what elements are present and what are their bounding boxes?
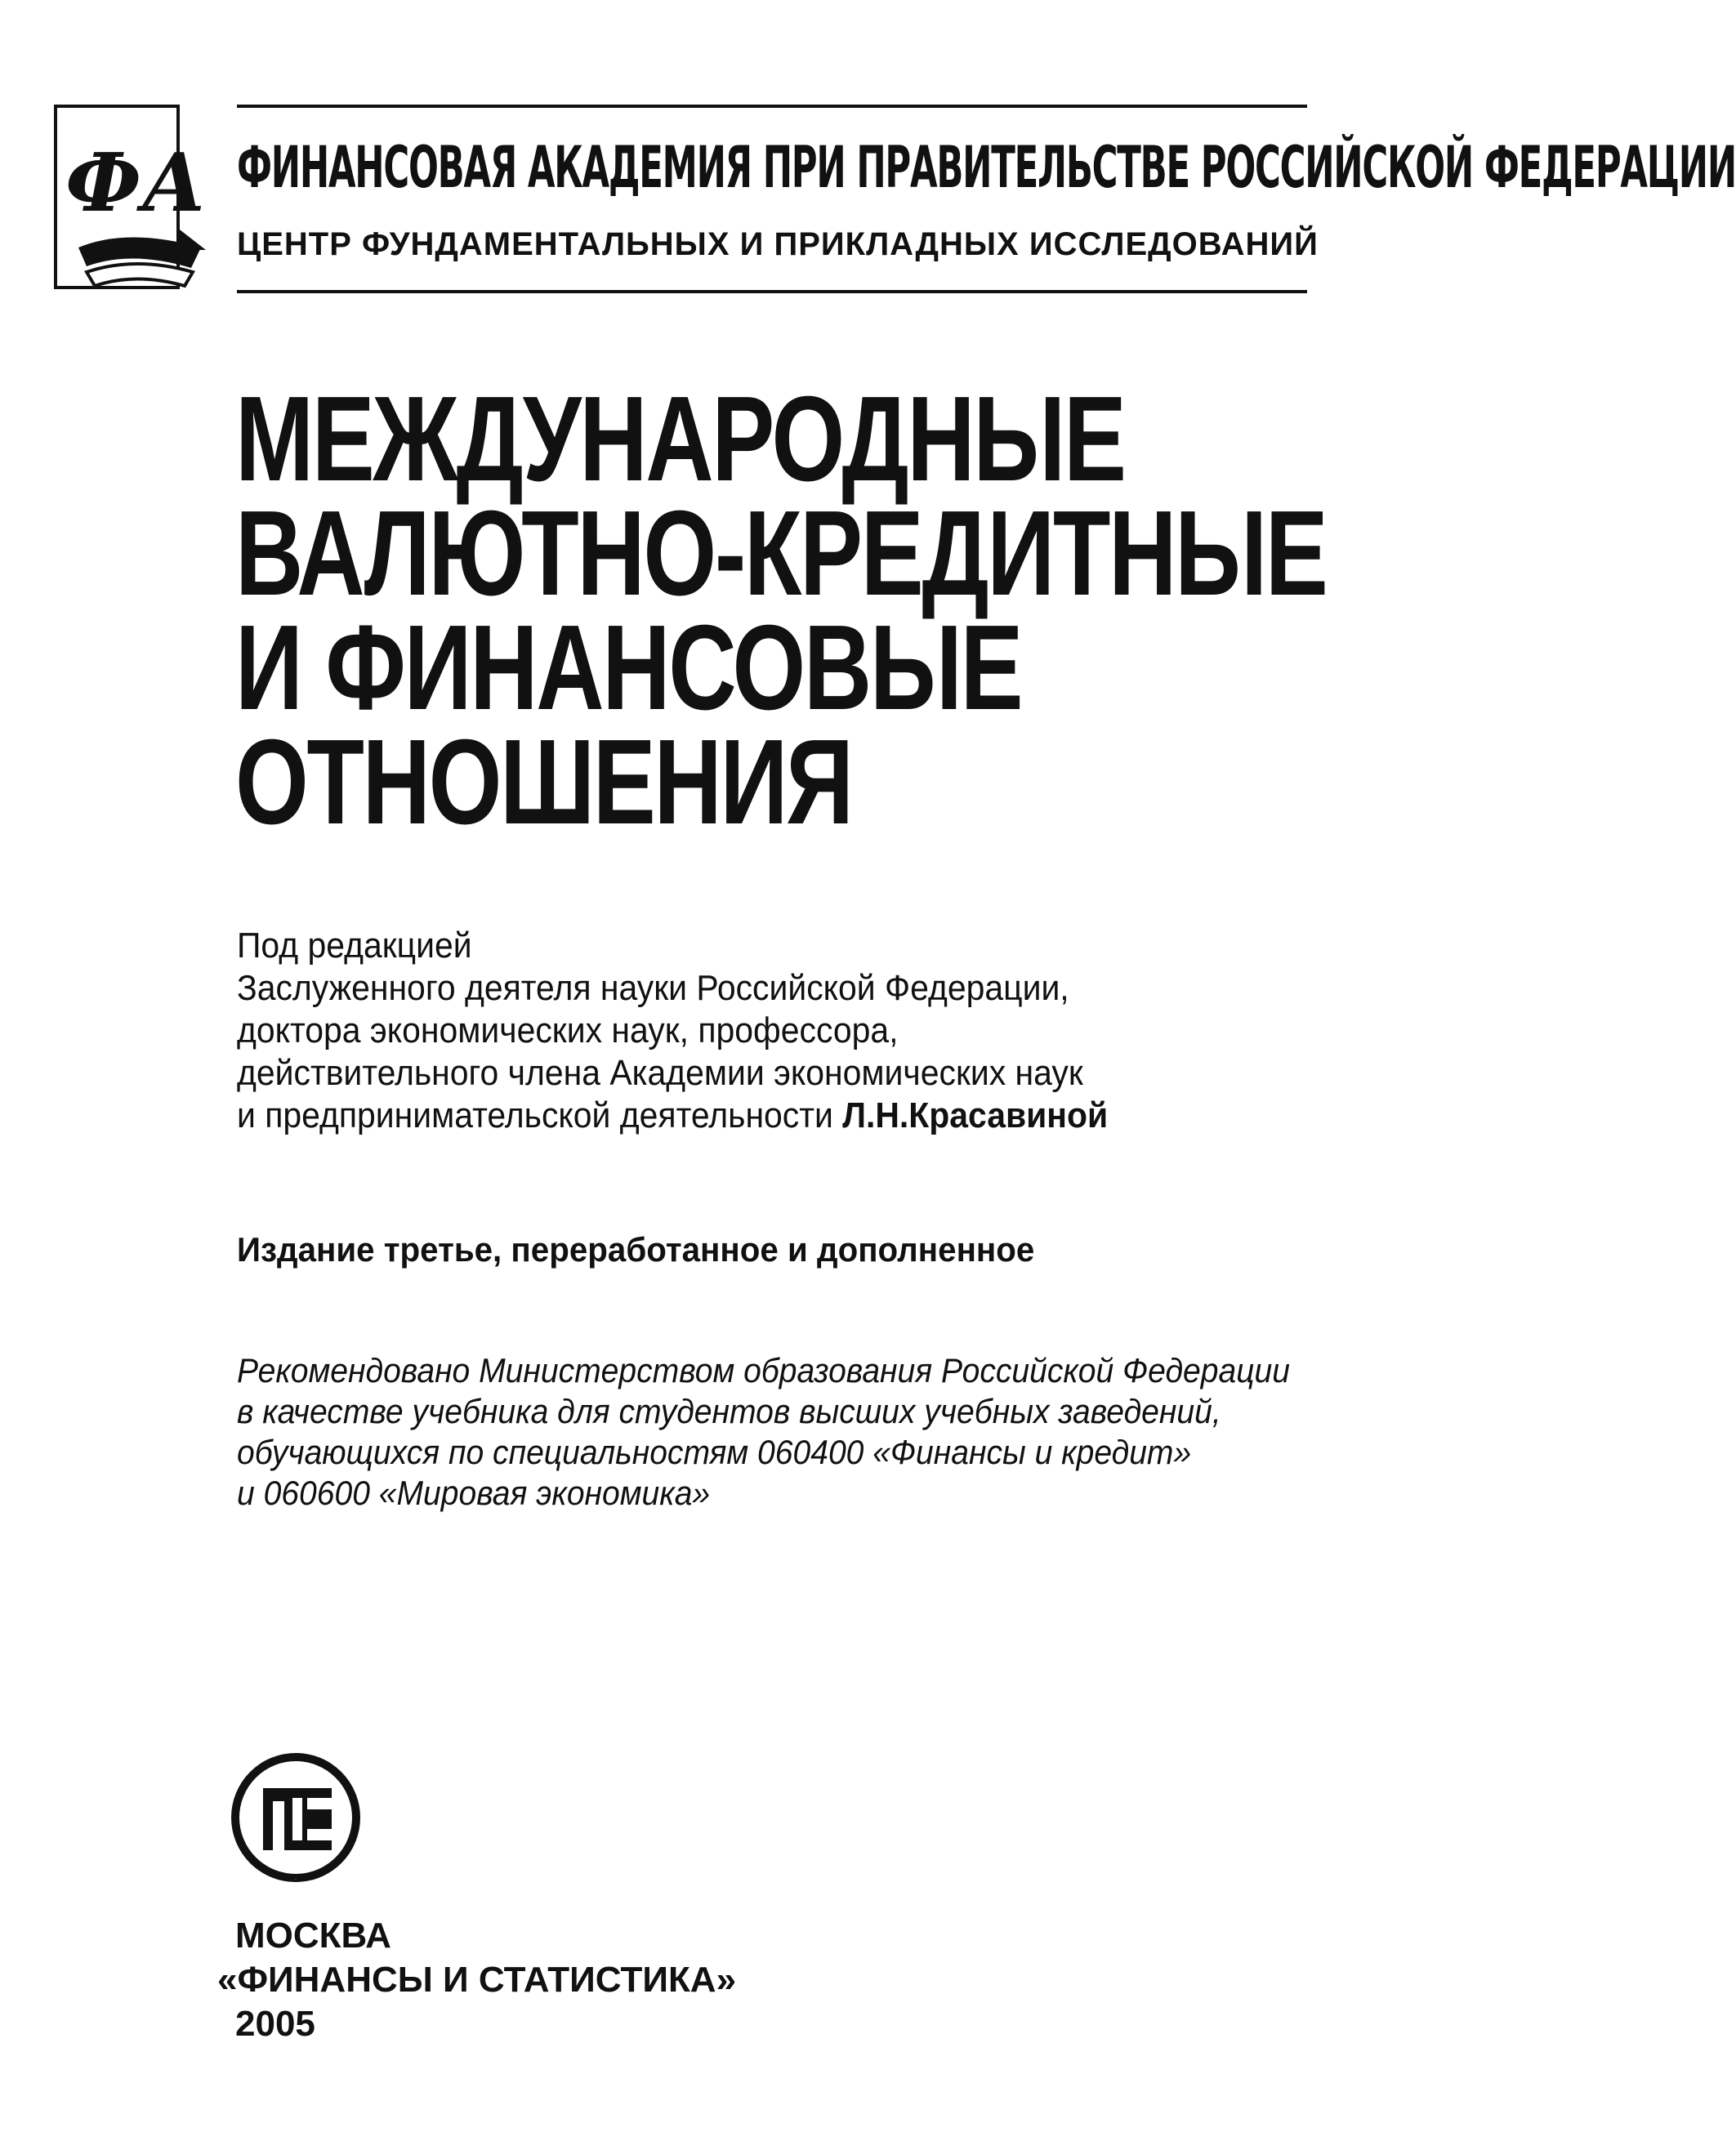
academy-name: ФИНАНСОВАЯ АКАДЕМИЯ ПРИ ПРАВИТЕЛЬСТВЕ РОССИЙСКОЙ ФЕДЕРАЦИИ <box>237 134 1736 201</box>
academy-logo-text: ФА <box>65 136 207 230</box>
edition-note: Издание третье, переработанное и дополненное <box>237 1230 1035 1269</box>
editor-line: действительного члена Академии экономических наук <box>237 1053 1083 1093</box>
editor-line: Заслуженного деятеля науки Российской Федерации, <box>237 968 1069 1008</box>
header-bottom-rule <box>237 290 1307 293</box>
title-line: МЕЖДУНАРОДНЫЕ <box>235 372 1125 506</box>
recommendation-line: в качестве учебника для студентов высших учебных заведений, <box>237 1392 1221 1430</box>
recommendation-block <box>237 1350 1332 1514</box>
recommendation-line: обучающихся по специальностям 060400 «Финансы и кредит» <box>237 1433 1192 1471</box>
title-line: И ФИНАНСОВЫЕ <box>235 600 1022 735</box>
research-center-name: ЦЕНТР ФУНДАМЕНТАЛЬНЫХ И ПРИКЛАДНЫХ ИССЛЕДОВАНИЙ <box>237 226 1319 262</box>
title-line: ВАЛЮТНО-КРЕДИТНЫЕ <box>235 486 1327 621</box>
imprint-city: МОСКВА <box>235 1916 391 1956</box>
recommendation-line: и 060600 «Мировая экономика» <box>237 1474 711 1512</box>
editor-block <box>237 925 1332 1137</box>
title-line: ОТНОШЕНИЯ <box>235 715 852 850</box>
publisher-logo-icon <box>230 1752 361 1883</box>
imprint-block <box>217 1914 736 2046</box>
header-top-rule <box>237 105 1307 108</box>
imprint-year: 2005 <box>235 2004 315 2044</box>
academy-logo-icon <box>54 105 208 292</box>
imprint-publisher: «ФИНАНСЫ И СТАТИСТИКА» <box>217 1960 737 2000</box>
editor-line: доктора экономических наук, профессора, <box>237 1010 899 1050</box>
editor-name: Л.Н.Красавиной <box>842 1095 1109 1135</box>
editor-line-prefix: и предпринимательской деятельности <box>237 1095 843 1135</box>
recommendation-line: Рекомендовано Министерством образования Российской Федерации <box>237 1351 1290 1389</box>
book-title <box>235 372 1327 850</box>
editor-line <box>237 1095 1255 1137</box>
editor-line: Под редакцией <box>237 926 472 966</box>
